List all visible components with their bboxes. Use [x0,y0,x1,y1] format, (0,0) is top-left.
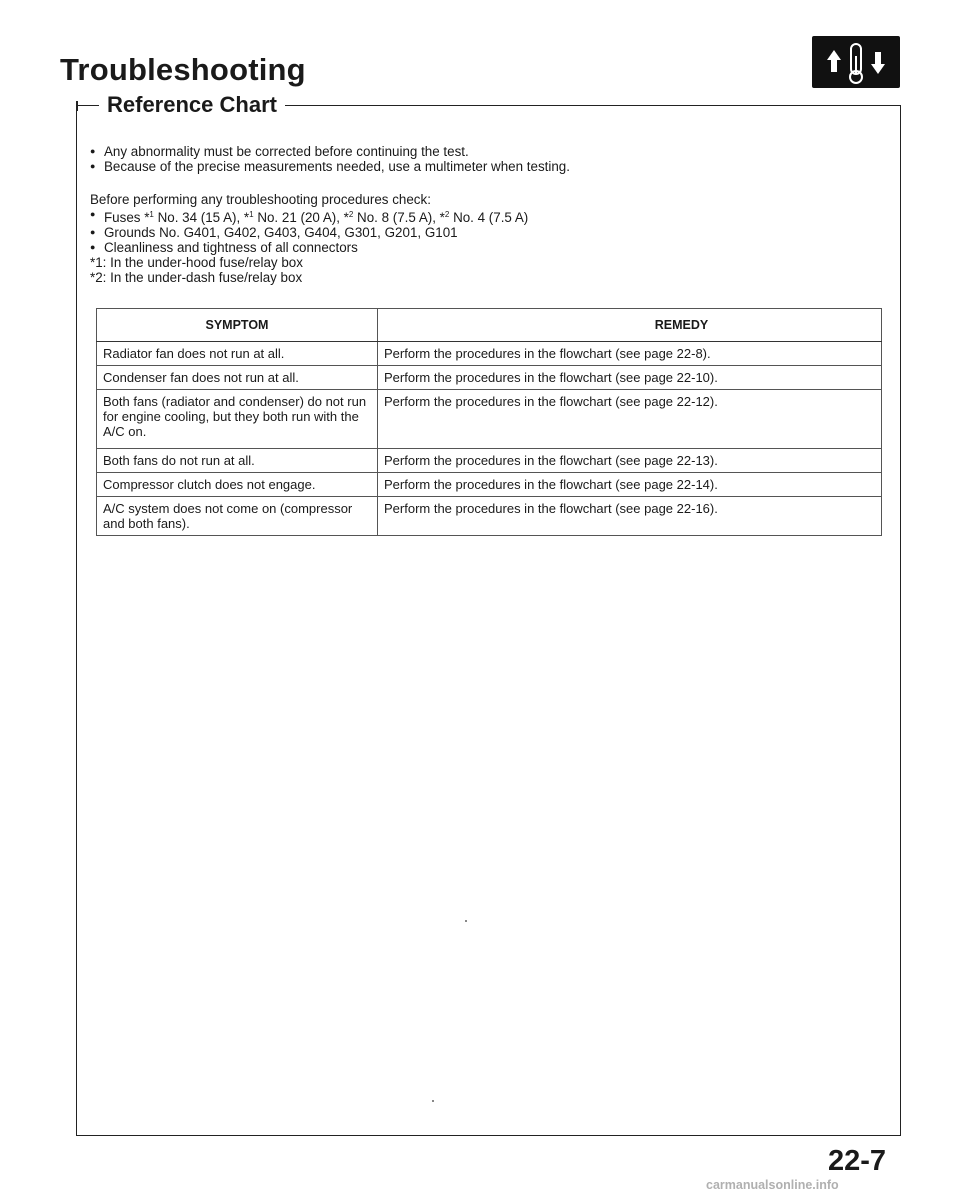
symptom-cell: A/C system does not come on (compressor and both fans). [97,497,378,536]
table-row [97,390,882,449]
footnote-1: *1: In the under-hood fuse/relay box [90,255,303,270]
remedy-cell: Perform the procedures in the flowchart (see page 22-14). [378,473,882,497]
page-title: Troubleshooting [60,52,306,87]
symptom-cell: Radiator fan does not run at all. [97,342,378,366]
page-number: 22-7 [828,1145,887,1177]
symptom-header: SYMPTOM [97,309,378,342]
fuses-line: ● Fuses *$^1$ No. 34 (15 A), *$^1$ No. 21 (20 A), *$^2$ No. 8 (7.5 A), *$^2$ No. 4 (7.5 A) [90,207,880,225]
symptom-cell: Compressor clutch does not engage. [97,473,378,497]
symptom-cell: Condenser fan does not run at all. [97,366,378,390]
connectors-line: ● Cleanliness and tightness of all connectors [90,240,880,255]
check-intro: Before performing any troubleshooting procedures check: [90,192,431,207]
remedy-cell: Perform the procedures in the flowchart (see page 22-12). [378,390,882,449]
footnote-2: *2: In the under-dash fuse/relay box [90,270,303,285]
note-bullet: ● Because of the precise measurements needed, use a multimeter when testing. [90,159,880,174]
remedy-cell: Perform the procedures in the flowchart (see page 22-8). [378,342,882,366]
notes-block [90,144,880,285]
symptom-cell: Both fans do not run at all. [97,449,378,473]
section-subtitle: Reference Chart [99,92,285,118]
remedy-cell: Perform the procedures in the flowchart (see page 22-10). [378,366,882,390]
table-row [97,497,882,536]
watermark-text: carmanualsonline.info [706,1178,839,1192]
note-bullet: ● Any abnormality must be corrected before continuing the test. [90,144,880,159]
grounds-line: ● Grounds No. G401, G402, G403, G404, G301, G201, G101 [90,225,880,240]
remedy-cell: Perform the procedures in the flowchart (see page 22-16). [378,497,882,536]
table-row [97,449,882,473]
table-row [97,342,882,366]
remedy-header: REMEDY [378,309,882,342]
table-row [97,366,882,390]
reference-chart-table [96,308,882,536]
ac-thermometer-arrows-icon [812,36,900,88]
symptom-cell: Both fans (radiator and condenser) do not run for engine cooling, but they both run with the A/C on. [97,390,378,449]
remedy-cell: Perform the procedures in the flowchart (see page 22-13). [378,449,882,473]
table-row [97,473,882,497]
